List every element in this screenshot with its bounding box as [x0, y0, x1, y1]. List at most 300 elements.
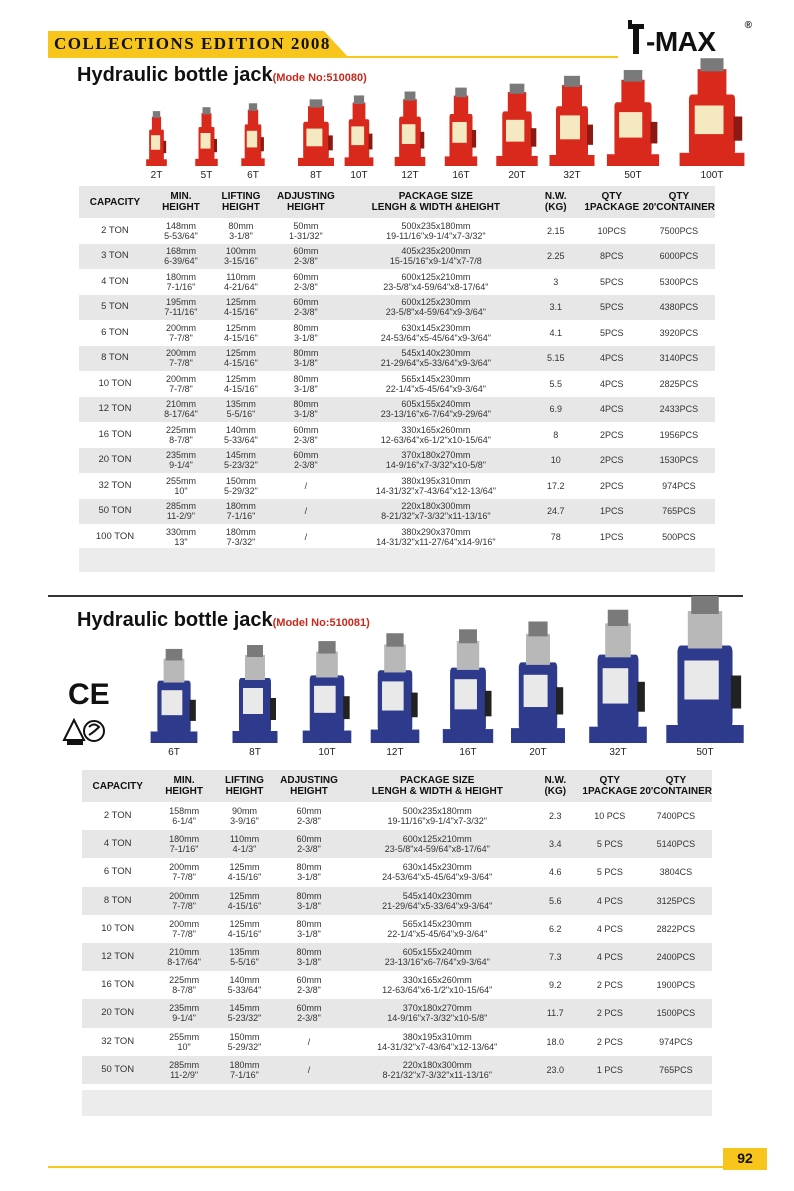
cell-value: 4PCS	[599, 404, 624, 415]
cell-value: 2 TON	[103, 810, 132, 822]
cell-value: 5PCS	[599, 327, 624, 338]
cell-value: 2400PCS	[656, 952, 696, 963]
cell-value: 600x125x210mm	[401, 271, 471, 282]
cell-value: 19-11/16"x9-1/4"x7-3/32"	[386, 230, 486, 241]
cell-value: 974PCS	[662, 480, 696, 491]
cell-value: 8-7/8"	[169, 434, 193, 445]
cell-value: 24.7	[547, 506, 565, 517]
cell-value: 605x155x240mm	[401, 399, 471, 410]
cell-value: 16 TON	[98, 428, 132, 440]
cell-value: 20 TON	[98, 454, 132, 466]
cell-value: 14-31/32"x7-43/64"x12-13/64"	[377, 1041, 498, 1052]
section2-title: Hydraulic bottle jack	[77, 609, 273, 631]
bottle-jack-icon	[662, 593, 748, 743]
cell-value: 605x155x240mm	[402, 947, 472, 958]
table-cell	[344, 999, 531, 1027]
cell-value: 2 PCS	[596, 1036, 623, 1047]
cell-value: 285mm	[165, 501, 196, 512]
table-cell	[153, 915, 214, 943]
cell-value: 4 TON	[101, 275, 129, 287]
cell-value: 8 TON	[103, 894, 132, 906]
cell-value: 285mm	[169, 1059, 200, 1070]
column-header	[215, 770, 274, 802]
table-cell	[82, 1028, 153, 1056]
product-capacity-label: 2T	[150, 170, 163, 181]
product-capacity-label: 12T	[401, 170, 419, 181]
table-cell	[344, 1056, 531, 1084]
cell-value: 13"	[174, 536, 188, 547]
cell-value: 5-33/64"	[224, 434, 258, 445]
brand-name: -MAX	[646, 26, 716, 57]
cell-value: 23-13/16"x6-7/64"x9-29/64"	[380, 409, 491, 420]
cell-value: 3-1/8"	[294, 332, 318, 343]
table-cell	[215, 943, 274, 971]
section2-spec-table	[82, 770, 712, 1084]
cell-value: 3-1/8"	[294, 383, 318, 394]
table-row	[82, 1056, 712, 1084]
cell-value: 125mm	[225, 348, 256, 359]
table-cell	[215, 830, 274, 858]
cell-value: 7-1/16"	[169, 844, 199, 855]
cell-value: 9.2	[549, 980, 562, 991]
table-cell	[531, 1056, 580, 1084]
column-header-line: QTY	[599, 775, 621, 786]
cell-value: 255mm	[169, 1031, 200, 1042]
cell-value: 4-15/16"	[224, 307, 258, 318]
cell-value: 8	[553, 429, 559, 440]
column-header	[274, 770, 344, 802]
cell-value: 3-1/8"	[297, 900, 321, 911]
cell-value: 565x145x230mm	[402, 918, 472, 929]
cell-value: 7-7/8"	[172, 872, 196, 883]
product-capacity-label: 8T	[249, 747, 261, 758]
cell-value: 5-33/64"	[227, 985, 262, 996]
column-header-line: LENGH & WIDTH & HEIGHT	[371, 786, 503, 797]
cell-value: 8-21/32"x7-3/32"x11-13/16"	[381, 511, 491, 522]
cell-value: /	[304, 506, 308, 517]
cell-value: 370x180x270mm	[401, 450, 471, 461]
cell-value: 60mm	[293, 450, 319, 461]
cell-value: 11-2/9"	[170, 1069, 199, 1080]
cell-value: 4 PCS	[596, 952, 623, 963]
cell-value: 5140PCS	[656, 839, 696, 850]
cell-value: 6-39/64"	[164, 256, 198, 267]
cell-value: 2.3	[549, 811, 562, 822]
cell-value: 23-13/16"x6-7/64"x9-3/64"	[384, 957, 490, 968]
cell-value: 9-1/4"	[172, 1013, 196, 1024]
cell-value: 4 PCS	[596, 923, 623, 934]
table-cell	[274, 943, 344, 971]
product-capacity-label: 32T	[609, 747, 627, 758]
cell-value: 7-1/16"	[226, 511, 256, 522]
table-cell	[82, 1056, 153, 1084]
product-capacity-label: 5T	[200, 170, 213, 181]
cell-value: /	[307, 1064, 311, 1075]
cell-value: 80mm	[296, 947, 322, 958]
cell-value: 3-1/8"	[297, 928, 321, 939]
cell-value: 8 TON	[101, 352, 129, 364]
cell-value: 2-3/8"	[294, 434, 318, 445]
cell-value: 23-5/8"x4-59/64"x9-3/64"	[385, 307, 486, 318]
cell-value: 16 TON	[101, 979, 135, 991]
cell-value: 32 TON	[101, 1035, 135, 1047]
cell-value: 630x145x230mm	[401, 322, 471, 333]
table-row	[82, 887, 712, 915]
cell-value: 50mm	[293, 220, 319, 231]
cell-value: 4-21/64"	[224, 281, 258, 292]
cell-value: 60mm	[296, 834, 322, 845]
column-header-line: 1PACKAGE	[584, 202, 640, 213]
table-cell	[580, 802, 640, 830]
table-cell	[215, 1056, 274, 1084]
cell-value: 4 PCS	[596, 895, 623, 906]
table-cell	[274, 830, 344, 858]
cell-value: 180mm	[169, 834, 200, 845]
column-header-line: PACKAGE SIZE	[400, 775, 475, 786]
product-capacity-label: 50T	[696, 747, 714, 758]
table-row	[82, 999, 712, 1027]
table-cell	[153, 999, 214, 1027]
product-capacity-label: 10T	[318, 747, 336, 758]
cell-value: /	[307, 1036, 311, 1047]
cell-value: 5-29/32"	[227, 1041, 262, 1052]
cell-value: 7-11/16"	[164, 307, 198, 318]
table-cell	[153, 802, 214, 830]
cell-value: 60mm	[296, 975, 322, 986]
product-capacity-label: 32T	[563, 170, 581, 181]
cell-value: 11-2/9"	[166, 511, 195, 522]
cell-value: 200mm	[165, 373, 196, 384]
cell-value: 10	[550, 455, 561, 466]
cell-value: 2PCS	[599, 455, 624, 466]
cell-value: 4-15/16"	[227, 928, 262, 939]
table-cell	[215, 802, 274, 830]
cell-value: 3-9/16"	[230, 816, 259, 827]
table-cell	[640, 858, 712, 886]
table-cell	[153, 971, 214, 999]
product-capacity-label: 20T	[508, 170, 526, 181]
cell-value: 135mm	[225, 399, 256, 410]
cell-value: 235mm	[169, 1003, 200, 1014]
registered-mark: ®	[744, 20, 752, 31]
table-cell	[274, 915, 344, 943]
cell-value: 60mm	[296, 806, 322, 817]
cell-value: 5-5/16"	[230, 957, 259, 968]
table-cell	[580, 830, 640, 858]
table-cell	[531, 943, 580, 971]
bottle-jack-icon	[368, 631, 422, 743]
cell-value: 10PCS	[597, 225, 626, 236]
product-capacity-label: 12T	[386, 747, 404, 758]
cell-value: 330x165x260mm	[402, 975, 472, 986]
cell-value: 200mm	[169, 890, 200, 901]
cell-value: 765PCS	[659, 1064, 693, 1075]
cell-value: 180mm	[229, 1059, 260, 1070]
table-cell	[580, 943, 640, 971]
cell-value: 17.2	[547, 480, 565, 491]
cell-value: 22-1/4"x5-45/64"x9-3/64"	[385, 383, 486, 394]
cell-value: 10 PCS	[594, 811, 626, 822]
column-header-line: HEIGHT	[287, 202, 325, 213]
cell-value: 200mm	[165, 322, 196, 333]
cell-value: 60mm	[293, 246, 319, 257]
cell-value: 60mm	[293, 424, 319, 435]
table-cell	[640, 830, 712, 858]
cell-value: 60mm	[293, 297, 319, 308]
product-capacity-label: 6T	[247, 170, 259, 181]
cell-value: 5-23/32"	[227, 1013, 262, 1024]
table-cell	[344, 830, 531, 858]
cell-value: 7400PCS	[656, 811, 696, 822]
table-row	[82, 858, 712, 886]
table-cell	[215, 999, 274, 1027]
cell-value: 235mm	[165, 450, 196, 461]
column-header	[531, 770, 580, 802]
cell-value: 3-1/8"	[297, 872, 321, 883]
table-cell	[344, 943, 531, 971]
cell-value: 60mm	[296, 1003, 322, 1014]
table-cell	[153, 858, 214, 886]
table-cell	[274, 999, 344, 1027]
cell-value: 2-3/8"	[297, 816, 321, 827]
cell-value: 500PCS	[662, 531, 696, 542]
table-cell	[274, 858, 344, 886]
cell-value: 7-7/8"	[169, 332, 193, 343]
table-cell	[580, 971, 640, 999]
cell-value: 3 TON	[101, 250, 129, 262]
cell-value: 145mm	[225, 450, 256, 461]
cell-value: 12-63/64"x6-1/2"x10-15/64"	[380, 434, 491, 445]
table-cell	[82, 999, 153, 1027]
cell-value: 80mm	[296, 862, 322, 873]
cell-value: 545x140x230mm	[402, 890, 472, 901]
cell-value: 5300PCS	[659, 276, 699, 287]
cell-value: 500x235x180mm	[402, 806, 472, 817]
cell-value: 50 TON	[101, 1063, 135, 1075]
cell-value: 765PCS	[662, 506, 696, 517]
cell-value: 5-29/32"	[224, 485, 258, 496]
bottle-jack-icon	[300, 639, 354, 743]
table-header-row	[82, 770, 712, 802]
table-row	[82, 915, 712, 943]
table-cell	[82, 971, 153, 999]
column-header	[580, 770, 640, 802]
cell-value: 200mm	[169, 862, 200, 873]
cell-value: 2PCS	[599, 429, 624, 440]
cell-value: 1 PCS	[596, 1064, 623, 1075]
product-capacity-label: 100T	[700, 170, 724, 181]
table-cell	[640, 999, 712, 1027]
cell-value: 330x165x260mm	[401, 424, 471, 435]
table-cell	[580, 858, 640, 886]
cell-value: 225mm	[165, 424, 196, 435]
cell-value: 2-3/8"	[297, 1013, 321, 1024]
cell-value: 140mm	[229, 975, 260, 986]
cell-value: 80mm	[296, 890, 322, 901]
cell-value: 23-5/8"x4-59/64"x8-17/64"	[383, 281, 489, 292]
table-cell	[215, 915, 274, 943]
cell-value: 5 PCS	[596, 839, 623, 850]
product-capacity-label: 16T	[459, 747, 477, 758]
cell-value: 10"	[177, 1041, 191, 1052]
cell-value: 3-1/8"	[294, 409, 318, 420]
cell-value: 255mm	[165, 475, 196, 486]
table-cell	[274, 971, 344, 999]
cell-value: 12 TON	[101, 951, 135, 963]
column-header-line: (KG)	[544, 786, 567, 797]
cell-value: 3140PCS	[659, 353, 699, 364]
cell-value: 210mm	[169, 947, 200, 958]
cell-value: 7-1/16"	[230, 1069, 259, 1080]
table-row	[82, 802, 712, 830]
cell-value: 600x125x230mm	[401, 297, 471, 308]
table-cell	[580, 1056, 640, 1084]
table-cell	[153, 1056, 214, 1084]
cell-value: 2-3/8"	[294, 256, 318, 267]
ce-mark: CE	[68, 678, 110, 711]
cell-value: 4-15/16"	[224, 358, 258, 369]
cell-value: 125mm	[225, 322, 256, 333]
table-cell	[531, 999, 580, 1027]
cell-value: 2-3/8"	[294, 307, 318, 318]
cell-value: 5PCS	[599, 302, 624, 313]
cell-value: 80mm	[293, 348, 319, 359]
cell-value: 2822PCS	[656, 923, 696, 934]
table-cell	[640, 1028, 712, 1056]
cell-value: 125mm	[225, 373, 256, 384]
cell-value: 545x140x230mm	[401, 348, 471, 359]
cell-value: 2.25	[547, 251, 565, 262]
cell-value: 125mm	[229, 890, 260, 901]
section1-model: (Mode No:510080)	[272, 72, 367, 84]
cell-value: 80mm	[293, 322, 319, 333]
cell-value: 2 PCS	[596, 1008, 623, 1019]
column-header-line: (KG)	[544, 202, 567, 213]
column-header-line: LIFTING	[221, 191, 261, 202]
cell-value: 3920PCS	[659, 327, 699, 338]
cell-value: 135mm	[229, 947, 260, 958]
cell-value: 125mm	[229, 918, 260, 929]
cell-value: 5-5/16"	[226, 409, 256, 420]
column-header-line: QTY	[601, 191, 623, 202]
table-cell	[344, 858, 531, 886]
cell-value: 12-63/64"x6-1/2"x10-15/64"	[382, 985, 493, 996]
cell-value: 125mm	[225, 297, 256, 308]
cell-value: 6.9	[549, 404, 563, 415]
cell-value: 8PCS	[599, 251, 624, 262]
bottle-jack-icon	[508, 619, 568, 743]
cell-value: 145mm	[229, 1003, 260, 1014]
cell-value: 500x235x180mm	[401, 220, 471, 231]
column-header-line: HEIGHT	[165, 786, 203, 797]
cell-value: 3-15/16"	[224, 256, 258, 267]
column-header-line: ADJUSTING	[280, 775, 338, 786]
cell-value: 18.0	[546, 1036, 565, 1047]
cell-value: 24-53/64"x5-45/64"x9-3/64"	[382, 872, 493, 883]
table-cell	[215, 887, 274, 915]
cell-value: 3	[553, 276, 559, 287]
table-cell	[531, 802, 580, 830]
column-header-line: 20'CONTAINER	[639, 786, 712, 797]
cell-value: 7-7/8"	[169, 383, 193, 394]
cell-value: 974PCS	[659, 1036, 693, 1047]
cell-value: 2-3/8"	[294, 281, 318, 292]
cell-value: 60mm	[293, 271, 319, 282]
cell-value: 5.15	[547, 353, 565, 364]
cell-value: 5PCS	[599, 276, 624, 287]
column-header-line: PACKAGE SIZE	[398, 191, 473, 202]
cell-value: 2-3/8"	[297, 985, 321, 996]
column-header-line: ADJUSTING	[277, 191, 335, 202]
cell-value: 10"	[174, 485, 188, 496]
cell-value: 8-7/8"	[172, 985, 196, 996]
cell-value: 9-1/4"	[169, 460, 193, 471]
cell-value: 7.3	[549, 952, 562, 963]
table-cell	[274, 1056, 344, 1084]
product-capacity-label: 8T	[310, 170, 322, 181]
cell-value: 19-11/16"x9-1/4"x7-3/32"	[387, 816, 487, 827]
cell-value: 7-3/32"	[226, 536, 256, 547]
cell-value: 7-7/8"	[172, 928, 196, 939]
table-cell	[82, 943, 153, 971]
table-cell	[153, 887, 214, 915]
cell-value: 4-15/16"	[224, 383, 258, 394]
cell-value: 80mm	[293, 373, 319, 384]
column-header	[640, 770, 712, 802]
table-cell	[82, 802, 153, 830]
cell-value: 2825PCS	[659, 378, 699, 389]
table-row	[82, 1028, 712, 1056]
cell-value: 100 TON	[95, 530, 135, 542]
cell-value: 220x180x300mm	[402, 1059, 472, 1070]
cell-value: 140mm	[225, 424, 256, 435]
cell-value: 3-1/8"	[229, 230, 253, 241]
cell-value: 370x180x270mm	[402, 1003, 472, 1014]
cell-value: 8-17/64"	[164, 409, 198, 420]
cell-value: 14-9/16"x7-3/32"x10-5/8"	[385, 460, 486, 471]
cell-value: 600x125x210mm	[402, 834, 472, 845]
table-cell	[531, 887, 580, 915]
bottle-jack-icon	[440, 627, 496, 743]
cell-value: 32 TON	[98, 479, 132, 491]
column-header-line: N.W.	[544, 775, 567, 786]
cell-value: 330mm	[165, 526, 196, 537]
cell-value: 80mm	[228, 220, 254, 231]
table-row	[82, 971, 712, 999]
table-cell	[640, 1056, 712, 1084]
footer-rule	[48, 1166, 738, 1168]
table-cell	[640, 971, 712, 999]
cell-value: 210mm	[165, 399, 196, 410]
cell-value: 14-31/32"x11-27/64"x14-9/16"	[376, 536, 496, 547]
cell-value: 110mm	[229, 834, 260, 845]
cell-value: 7-7/8"	[172, 900, 196, 911]
cell-value: 1500PCS	[656, 1008, 696, 1019]
cell-value: 5-23/32"	[224, 460, 258, 471]
cell-value: 1530PCS	[659, 455, 699, 466]
table-row	[82, 943, 712, 971]
cell-value: 10 TON	[101, 922, 135, 934]
cell-value: 2-3/8"	[297, 844, 321, 855]
cell-value: /	[304, 531, 308, 542]
table-cell	[640, 915, 712, 943]
table-cell	[82, 915, 153, 943]
cell-value: 78	[550, 531, 561, 542]
cell-value: 4-1/3"	[232, 844, 257, 855]
cell-value: 150mm	[225, 475, 256, 486]
cell-value: 3-1/8"	[294, 358, 318, 369]
cell-value: 380x195x310mm	[402, 1031, 472, 1042]
